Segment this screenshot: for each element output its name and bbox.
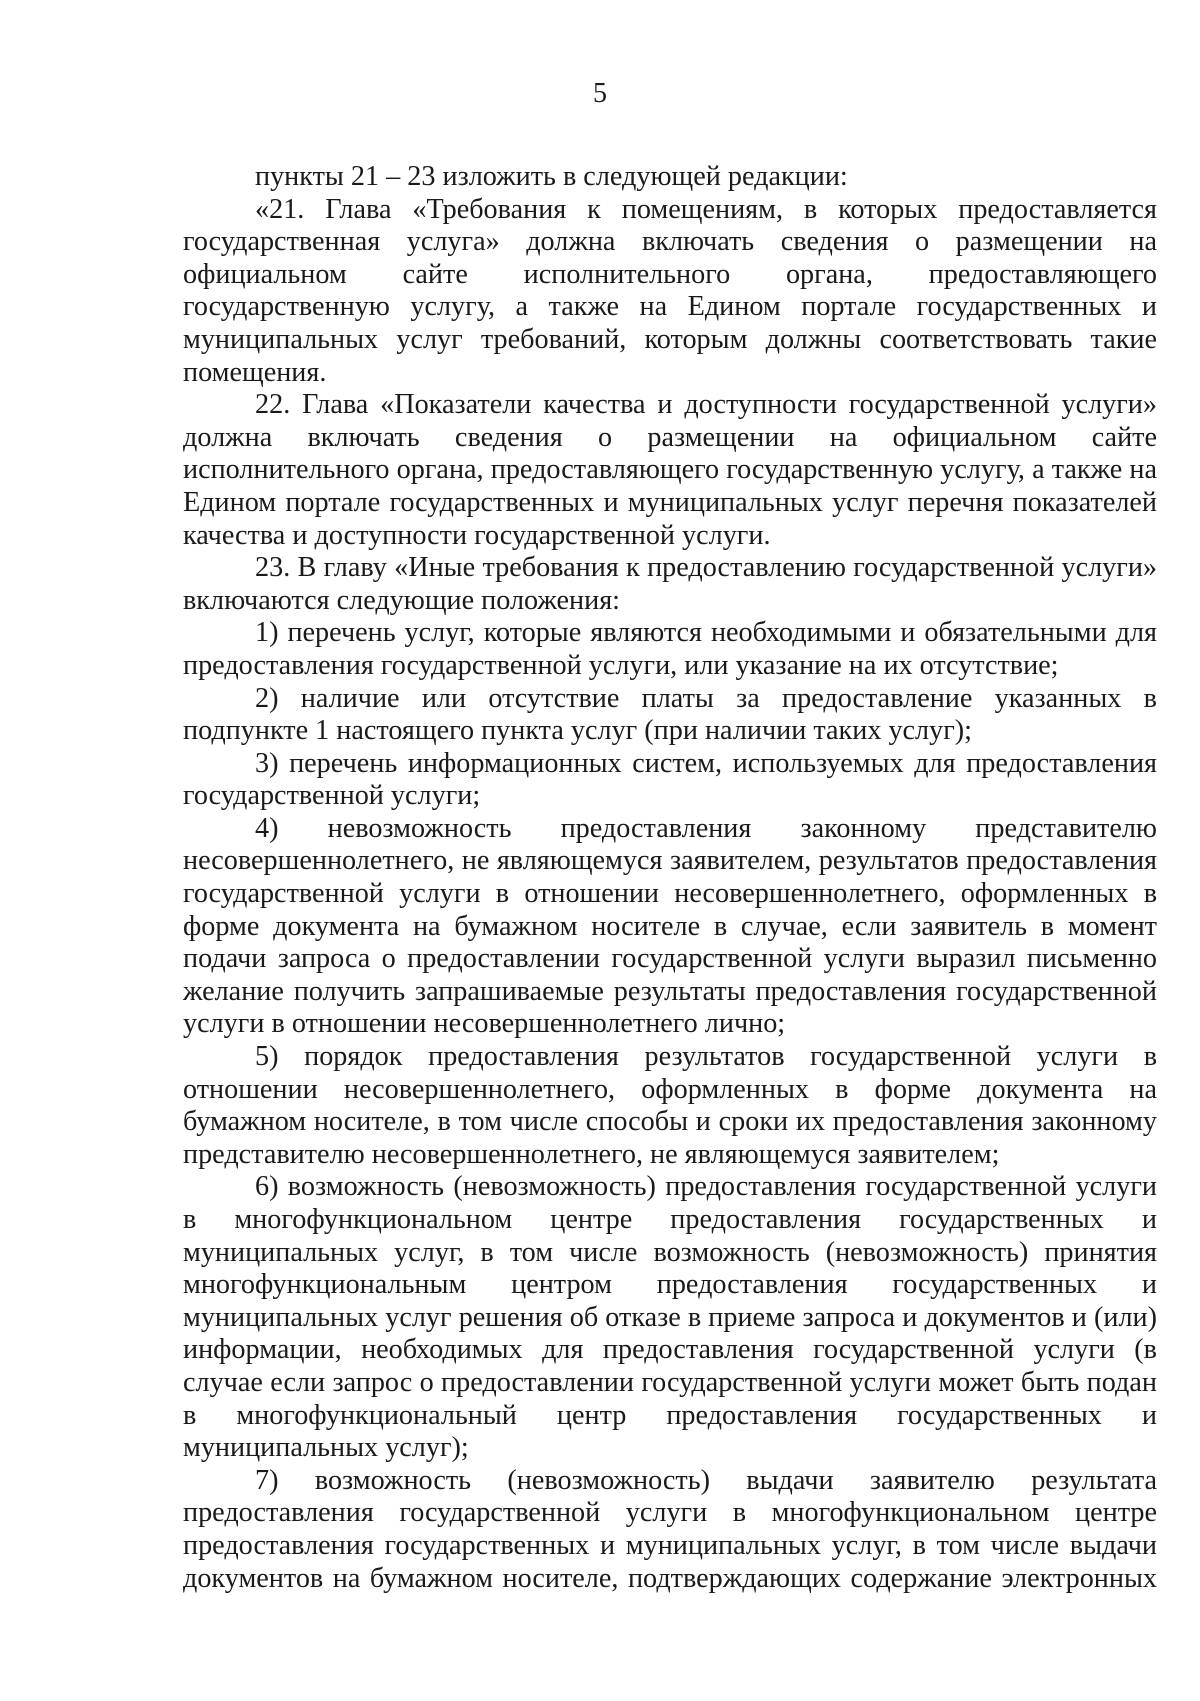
page-number: 5 — [593, 78, 607, 109]
paragraph-item-21: «21. Глава «Требования к помещениям, в которых предоставляется государственная услуга» должна включать сведения о размещении на официальном сайте исполнительного органа, предоставляющего государственную услугу, а также на Едином портале государственных и муниципальных услуг требований, которым должны соответствовать такие помещения. — [183, 193, 1157, 388]
document-body — [183, 161, 1157, 1595]
subparagraph-5: 5) порядок предоставления результатов государственной услуги в отношении несовершеннолетнего, оформленных в форме документа на бумажном носителе, в том числе способы и сроки их предоставления законному представителю несовершеннолетнего, не являющемуся заявителем; — [183, 1041, 1157, 1170]
subparagraph-7: 7) возможность (невозможность) выдачи заявителю результата предоставления государственной услуги в многофункциональном центре предоставления государственных и муниципальных услуг, в том числе выдачи документов на бумажном носителе, подтверждающих содержание электронных — [183, 1464, 1157, 1594]
paragraph-item-23: 23. В главу «Иные требования к предоставлению государственной услуги» включаются следующие положения: — [183, 552, 1157, 616]
subparagraph-3: 3) перечень информационных систем, используемых для предоставления государственной услуги; — [183, 747, 1157, 812]
subparagraph-2: 2) наличие или отсутствие платы за предоставление указанных в подпункте 1 настоящего пункта услуг (при наличии таких услуг); — [183, 682, 1157, 747]
paragraph-intro: пункты 21 – 23 изложить в следующей редакции: — [255, 161, 848, 192]
subparagraph-1: 1) перечень услуг, которые являются необходимыми и обязательными для предоставления государственной услуги, или указание на их отсутствие; — [183, 617, 1157, 681]
subparagraph-4: 4) невозможность предоставления законному представителю несовершеннолетнего, не являющемуся заявителем, результатов предоставления государственной услуги в отношении несовершеннолетнего, оформленных в форме документа на бумажном носителе в случае, если заявитель в момент подачи запроса о предоставлении государственной услуги выразил письменно желание получить запрашиваемые результаты предоставления государственной услуги в отношении несовершеннолетнего лично; — [183, 812, 1157, 1040]
subparagraph-6: 6) возможность (невозможность) предоставления государственной услуги в многофункциональном центре предоставления государственных и муниципальных услуг, в том числе возможность (невозможность) принятия многофункциональным центром предоставления государственных и муниципальных услуг решения об отказе в приеме запроса и документов и (или) информации, необходимых для предоставления государственной услуги (в случае если запрос о предоставлении государственной услуги может быть подан в многофункциональный центр предоставления государственных и муниципальных услуг); — [183, 1171, 1157, 1464]
paragraph-item-22: 22. Глава «Показатели качества и доступности государственной услуги» должна включать сведения о размещении на официальном сайте исполнительного органа, предоставляющего государственную услугу, а также на Едином портале государственных и муниципальных услуг перечня показателей качества и доступности государственной услуги. — [183, 389, 1157, 551]
